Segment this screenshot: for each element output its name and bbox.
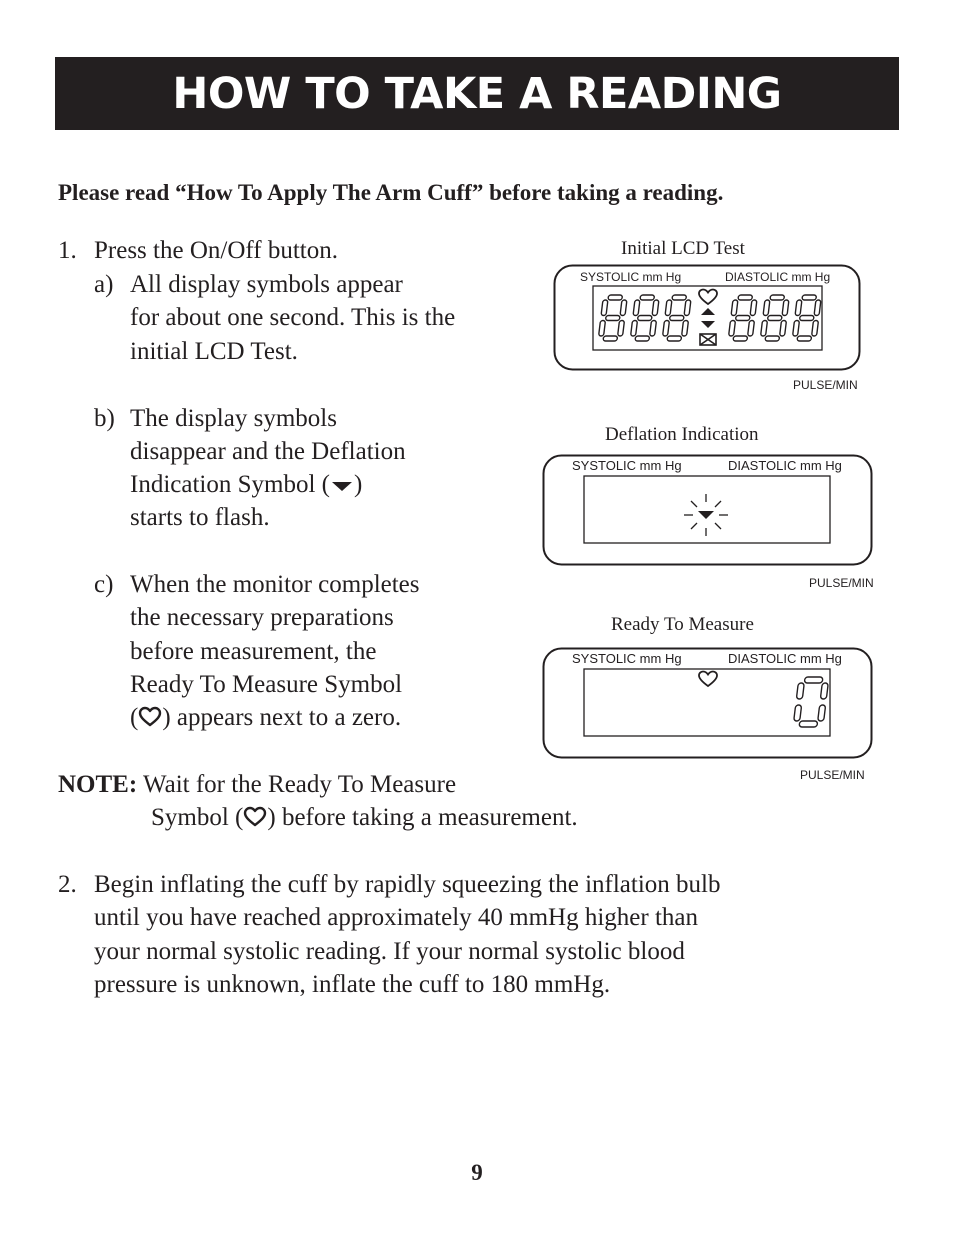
step-1-text: Press the On/Off button.	[94, 237, 338, 264]
lcd-segment	[802, 295, 817, 300]
intro-instruction: Please read “How To Apply The Arm Cuff” before taking a reading.	[58, 180, 724, 205]
flashing-deflation-arrow-icon	[684, 494, 728, 536]
lcd-segment	[599, 321, 606, 337]
step-1b-label: b)	[94, 405, 115, 432]
initial-systolic-label: SYSTOLIC mm Hg	[580, 270, 682, 284]
lcd-segment	[799, 316, 814, 321]
lcd-segment	[620, 300, 627, 316]
step-1c-label: c)	[94, 571, 114, 598]
deflation-caption: Deflation Indication	[605, 424, 759, 445]
lcd-digit	[792, 295, 822, 341]
lcd-segment	[794, 705, 802, 721]
lcd-digit	[598, 295, 628, 341]
step-2-line-3: your normal systolic reading. If your normal systolic blood	[94, 938, 685, 965]
initial-lcd-caption: Initial LCD Test	[621, 238, 745, 259]
deflation-systolic-label: SYSTOLIC mm Hg	[572, 458, 682, 473]
lcd-segment	[797, 336, 812, 341]
step-1c-line-5-start: (	[130, 704, 139, 731]
note-line-2-end: ) before taking a measurement.	[267, 804, 578, 831]
lcd-segment	[631, 321, 638, 337]
lcd-segment	[765, 336, 780, 341]
lcd-segment	[761, 321, 768, 337]
lcd-digit	[662, 295, 692, 341]
page-number: 9	[471, 1160, 483, 1185]
title-banner	[55, 57, 899, 130]
step-2-line-2: until you have reached approximately 40 mmHg higher than	[94, 904, 698, 931]
lcd-segment	[793, 321, 800, 337]
step-1c-line-3: before measurement, the	[130, 638, 377, 665]
deflation-arrow-icon	[701, 321, 715, 328]
lcd-segment	[684, 300, 691, 316]
heart-icon	[699, 672, 717, 687]
step-2-number: 2.	[58, 871, 77, 898]
lcd-digit	[630, 295, 660, 341]
step-1b-line-3-end: )	[353, 471, 363, 498]
lcd-digit	[793, 677, 829, 727]
heart-icon	[138, 704, 162, 737]
lcd-segment	[729, 321, 736, 337]
lcd-segment	[738, 295, 753, 300]
cuff-error-icon	[700, 334, 716, 345]
page-title: HOW TO TAKE A READING	[172, 68, 782, 119]
lcd-segment	[672, 295, 687, 300]
lcd-digit	[760, 295, 790, 341]
lcd-segment	[763, 300, 770, 316]
step-1-number: 1.	[58, 237, 77, 264]
lcd-segment	[731, 300, 738, 316]
lcd-segment	[633, 300, 640, 316]
note-label: NOTE:	[58, 771, 138, 798]
lcd-segment	[770, 295, 785, 300]
lcd-segment	[799, 721, 818, 727]
step-1c-line-5	[130, 701, 401, 737]
diastolic-digits	[728, 295, 822, 341]
lcd-segment	[748, 321, 755, 337]
lcd-segment	[635, 336, 650, 341]
heart-icon	[243, 804, 267, 837]
lcd-segment	[605, 316, 620, 321]
initial-pulse-label: PULSE/MIN	[793, 378, 858, 392]
step-1a-line-2: for about one second. This is the	[130, 304, 456, 331]
lcd-segment	[665, 300, 672, 316]
lcd-segment	[735, 316, 750, 321]
lcd-segment	[682, 321, 689, 337]
lcd-segment	[608, 295, 623, 300]
lcd-segment	[796, 683, 804, 699]
deflation-diastolic-label: DIASTOLIC mm Hg	[728, 458, 842, 473]
ready-diastolic-label: DIASTOLIC mm Hg	[728, 651, 842, 666]
zero-digit	[793, 677, 829, 727]
lcd-segment	[667, 336, 682, 341]
lcd-segment	[767, 316, 782, 321]
step-1c-line-5-end: ) appears next to a zero.	[162, 704, 402, 731]
note-line-1	[58, 768, 456, 801]
lcd-segment	[603, 336, 618, 341]
lcd-segment	[818, 705, 826, 721]
lcd-segment	[812, 321, 819, 337]
lcd-segment	[652, 300, 659, 316]
lcd-segment	[618, 321, 625, 337]
lcd-segment	[782, 300, 789, 316]
heart-icon	[699, 290, 717, 305]
ready-caption: Ready To Measure	[611, 614, 754, 635]
note-line-1-text: Wait for the Ready To Measure	[143, 771, 457, 798]
lcd-segment	[795, 300, 802, 316]
step-1c-line-4: Ready To Measure Symbol	[130, 671, 403, 698]
step-2-line-1: Begin inflating the cuff by rapidly squeezing the inflation bulb	[94, 871, 721, 898]
step-1c-line-2: the necessary preparations	[130, 604, 394, 631]
lcd-segment	[663, 321, 670, 337]
lcd-segment	[669, 316, 684, 321]
lcd-segment	[814, 300, 821, 316]
initial-diastolic-label: DIASTOLIC mm Hg	[725, 270, 831, 284]
deflation-arrow-icon	[330, 471, 354, 504]
ready-systolic-label: SYSTOLIC mm Hg	[572, 651, 682, 666]
step-1c-line-1: When the monitor completes	[130, 571, 420, 598]
step-2-line-4: pressure is unknown, inflate the cuff to 180 mmHg.	[94, 971, 611, 998]
lcd-digit	[728, 295, 758, 341]
lcd-segment	[804, 677, 823, 683]
systolic-digits	[598, 295, 692, 341]
step-1a-line-3: initial LCD Test.	[130, 338, 298, 365]
deflation-pulse-label: PULSE/MIN	[809, 576, 874, 590]
inflation-arrow-icon	[701, 308, 715, 315]
step-1b-line-4: starts to flash.	[130, 504, 270, 531]
lcd-segment	[640, 295, 655, 300]
ready-pulse-label: PULSE/MIN	[800, 768, 865, 782]
step-1b-line-3-start: Indication Symbol (	[130, 471, 330, 498]
step-1b-line-3	[130, 468, 362, 504]
step-1a-line-1: All display symbols appear	[130, 271, 403, 298]
lcd-segment	[601, 300, 608, 316]
step-1a-label: a)	[94, 271, 114, 298]
lcd-segment	[750, 300, 757, 316]
lcd-segment	[637, 316, 652, 321]
step-1b-line-1: The display symbols	[130, 405, 337, 432]
lcd-segment	[650, 321, 657, 337]
note-line-2-start: Symbol (	[151, 804, 244, 831]
lcd-segment	[733, 336, 748, 341]
lcd-segment	[780, 321, 787, 337]
lcd-segment	[820, 683, 828, 699]
step-1b-line-2: disappear and the Deflation	[130, 438, 406, 465]
note-line-2	[151, 801, 578, 837]
